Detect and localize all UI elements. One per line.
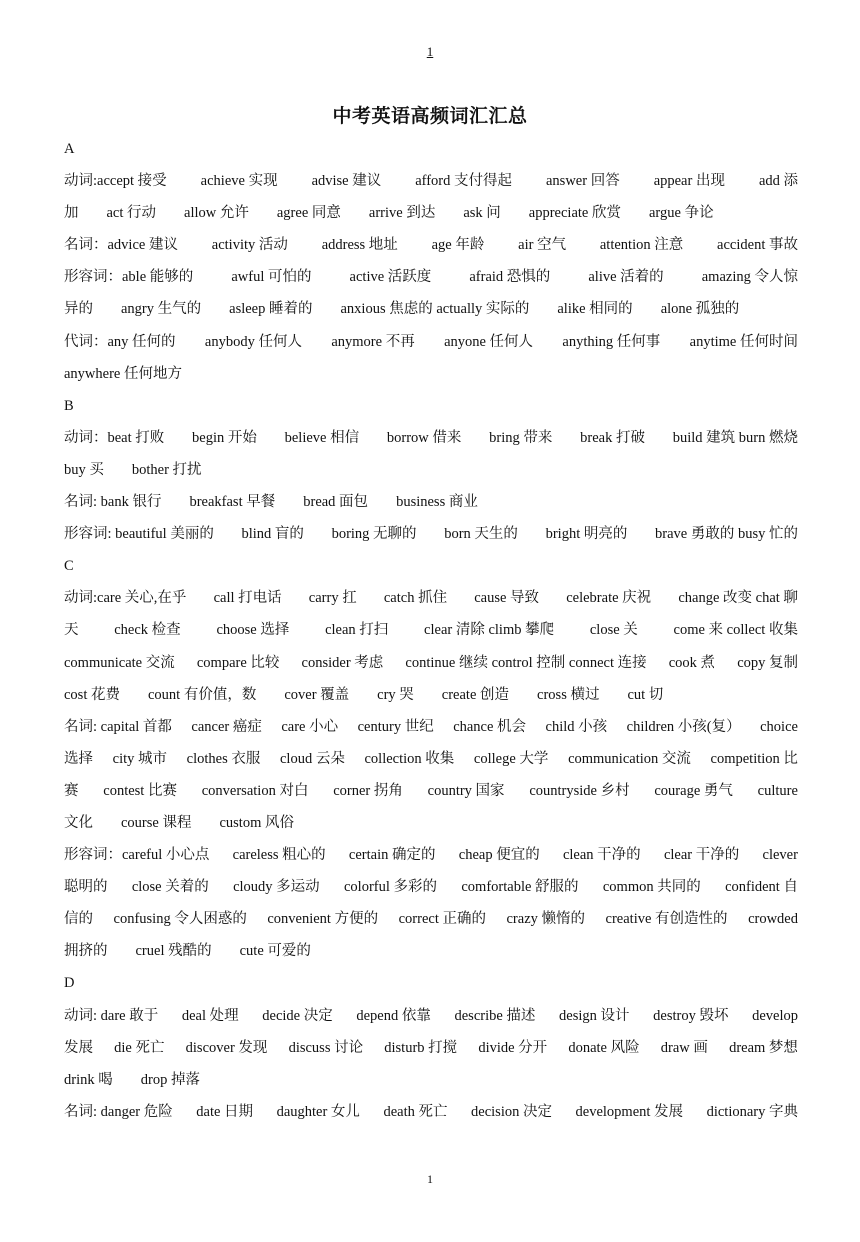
vocab-line bbox=[64, 1032, 798, 1064]
vocab-entry: close 关着的 bbox=[131, 879, 209, 896]
vocab-entry: alone 孤独的 bbox=[660, 301, 740, 318]
vocab-entry: creative 有创造性的 bbox=[605, 911, 728, 928]
vocab-entry: 聪明的 bbox=[64, 879, 108, 896]
vocab-entry: brave 勇敢的 busy 忙的 bbox=[655, 526, 798, 543]
vocab-line bbox=[64, 871, 798, 903]
vocab-entry: choose 选择 bbox=[216, 622, 290, 639]
vocab-entry: death 死亡 bbox=[383, 1103, 448, 1120]
vocab-entry: crazy 懒惰的 bbox=[506, 911, 586, 928]
vocab-entry: afford 支付得起 bbox=[415, 173, 513, 190]
vocab-line bbox=[64, 1000, 798, 1032]
vocab-line bbox=[64, 1096, 798, 1128]
vocab-entry: 动词:care 关心,在乎 bbox=[64, 590, 187, 607]
vocab-entry: 名词: danger 危险 bbox=[64, 1103, 173, 1120]
vocab-entry: cancer 癌症 bbox=[191, 718, 262, 735]
vocab-entry: argue 争论 bbox=[649, 205, 714, 222]
vocab-entry: activity 活动 bbox=[211, 237, 288, 254]
vocab-entry: 名词: bank 银行 bbox=[64, 494, 162, 511]
vocab-entry: daughter 女儿 bbox=[276, 1103, 360, 1120]
vocab-entry: appear 出现 bbox=[653, 173, 725, 190]
vocab-entry: breakfast 早餐 bbox=[189, 494, 276, 511]
vocab-entry: clear 干净的 bbox=[663, 847, 740, 864]
vocab-entry: check 检查 bbox=[114, 622, 181, 639]
vocab-line bbox=[64, 1064, 798, 1096]
vocab-line bbox=[64, 903, 798, 935]
vocab-entry: cry 哭 bbox=[377, 686, 414, 703]
vocab-entry: answer 回答 bbox=[546, 173, 620, 190]
vocab-entry: 赛 bbox=[64, 782, 79, 799]
vocab-entry: add 添 bbox=[758, 173, 798, 190]
vocab-entry: culture bbox=[757, 782, 798, 799]
vocab-entry: 名词: capital 首都 bbox=[64, 718, 172, 735]
vocab-entry: 动词:accept 接受 bbox=[64, 173, 167, 190]
vocab-entry: chance 机会 bbox=[453, 718, 527, 735]
vocab-entry: ask 问 bbox=[463, 205, 501, 222]
vocab-line bbox=[64, 293, 798, 325]
vocab-entry: discover 发现 bbox=[185, 1039, 268, 1056]
vocab-entry: confusing 令人困惑的 bbox=[113, 911, 247, 928]
vocab-entry: accident 事故 bbox=[717, 237, 798, 254]
vocab-entry: child 小孩 bbox=[545, 718, 608, 735]
vocab-entry: course 课程 bbox=[121, 814, 192, 831]
vocab-entry: allow 允许 bbox=[184, 205, 249, 222]
vocab-entry: address 地址 bbox=[321, 237, 398, 254]
vocab-entry: advise 建议 bbox=[311, 173, 382, 190]
vocab-line bbox=[64, 422, 798, 454]
vocab-entry: divide 分开 bbox=[478, 1039, 548, 1056]
vocab-entry: appreciate 欣赏 bbox=[528, 205, 621, 222]
vocab-entry: correct 正确的 bbox=[398, 911, 486, 928]
vocab-entry: 代词：any 任何的 bbox=[64, 333, 176, 350]
vocab-entry: alive 活着的 bbox=[588, 269, 664, 286]
vocab-entry: 拥挤的 bbox=[64, 943, 108, 960]
vocab-entry: cute 可爱的 bbox=[239, 943, 311, 960]
vocabulary-list bbox=[64, 133, 798, 1128]
vocab-entry: build 建筑 burn 燃烧 bbox=[672, 429, 798, 446]
vocab-entry: design 设计 bbox=[559, 1007, 630, 1024]
vocab-entry: consider 考虑 bbox=[301, 654, 384, 671]
vocab-entry: children 小孩(复） bbox=[626, 718, 741, 735]
section-letter bbox=[64, 390, 798, 422]
vocab-entry: blind 盲的 bbox=[241, 526, 304, 543]
vocab-entry: city 城市 bbox=[112, 750, 168, 767]
vocab-entry: catch 抓住 bbox=[383, 590, 448, 607]
vocab-entry: choice bbox=[760, 718, 798, 735]
vocab-entry: age 年龄 bbox=[431, 237, 485, 254]
vocab-entry: close 关 bbox=[589, 622, 638, 639]
vocab-entry: die 死亡 bbox=[114, 1039, 165, 1056]
vocab-entry: afraid 恐惧的 bbox=[469, 269, 551, 286]
vocab-entry: colorful 多彩的 bbox=[344, 879, 438, 896]
vocab-entry: 名词：advice 建议 bbox=[64, 237, 178, 254]
vocab-entry: amazing 令人惊 bbox=[701, 269, 798, 286]
vocab-entry: draw 画 bbox=[660, 1039, 708, 1056]
vocab-entry: decision 决定 bbox=[471, 1103, 552, 1120]
vocab-entry: anytime 任何时间 bbox=[689, 333, 798, 350]
vocab-line bbox=[64, 518, 798, 550]
vocab-entry: conversation 对白 bbox=[201, 782, 309, 799]
vocab-entry: asleep 睡着的 bbox=[229, 301, 313, 318]
vocab-entry: 形容词: beautiful 美丽的 bbox=[64, 526, 214, 543]
vocab-line bbox=[64, 165, 798, 197]
vocab-entry: agree 同意 bbox=[276, 205, 341, 222]
vocab-entry: copy 复制 bbox=[737, 654, 798, 671]
vocab-entry: cut 切 bbox=[627, 686, 664, 703]
vocab-entry: clean 打扫 bbox=[325, 622, 389, 639]
vocab-entry: bright 明亮的 bbox=[545, 526, 628, 543]
vocab-entry: comfortable 舒服的 bbox=[461, 879, 579, 896]
section-letter-text: A bbox=[64, 141, 75, 157]
vocab-entry: borrow 借来 bbox=[386, 429, 462, 446]
vocab-entry: drink 喝 bbox=[64, 1071, 113, 1088]
vocab-entry: begin 开始 bbox=[192, 429, 257, 446]
vocab-entry: anything 任何事 bbox=[562, 333, 661, 350]
vocab-entry: contest 比赛 bbox=[103, 782, 177, 799]
vocab-line bbox=[64, 261, 798, 293]
vocab-line bbox=[64, 935, 798, 967]
vocab-entry: country 国家 bbox=[427, 782, 505, 799]
section-letter bbox=[64, 967, 798, 999]
vocab-entry: collection 收集 bbox=[364, 750, 455, 767]
vocab-entry: describe 描述 bbox=[454, 1007, 536, 1024]
vocab-entry: compare 比较 bbox=[196, 654, 280, 671]
vocab-entry: clean 干净的 bbox=[562, 847, 641, 864]
vocab-entry: dictionary 字典 bbox=[706, 1103, 798, 1120]
vocab-entry: awful 可怕的 bbox=[231, 269, 312, 286]
vocab-entry: drop 掉落 bbox=[140, 1071, 200, 1088]
vocab-line bbox=[64, 647, 798, 679]
vocab-entry: communication 交流 bbox=[568, 750, 691, 767]
vocab-entry: crowded bbox=[748, 911, 798, 928]
vocab-entry: achieve 实现 bbox=[200, 173, 278, 190]
vocab-entry: 天 bbox=[64, 622, 79, 639]
vocab-entry: cruel 残酷的 bbox=[135, 943, 212, 960]
vocab-entry: create 创造 bbox=[441, 686, 510, 703]
vocab-entry: date 日期 bbox=[196, 1103, 254, 1120]
vocab-entry: donate 风险 bbox=[568, 1039, 640, 1056]
vocab-line bbox=[64, 486, 798, 518]
vocab-entry: angry 生气的 bbox=[121, 301, 202, 318]
vocab-entry: disturb 打搅 bbox=[384, 1039, 458, 1056]
vocab-line bbox=[64, 229, 798, 261]
page-title: 中考英语高频词汇汇总 bbox=[332, 106, 528, 127]
vocab-entry: competition 比 bbox=[710, 750, 798, 767]
vocab-entry: college 大学 bbox=[473, 750, 549, 767]
vocab-line bbox=[64, 326, 798, 358]
vocab-entry: develop bbox=[752, 1007, 798, 1024]
vocab-entry: anybody 任何人 bbox=[204, 333, 302, 350]
vocab-entry: active 活跃度 bbox=[349, 269, 432, 286]
vocab-entry: 动词: dare 敢于 bbox=[64, 1007, 159, 1024]
vocab-entry: development 发展 bbox=[575, 1103, 684, 1120]
vocab-entry: anywhere 任何地方 bbox=[64, 365, 182, 382]
vocab-entry: continue 继续 control 控制 connect 连接 bbox=[405, 654, 647, 671]
vocab-entry: 异的 bbox=[64, 301, 93, 318]
vocab-entry: common 共同的 bbox=[602, 879, 701, 896]
vocab-line bbox=[64, 614, 798, 646]
vocab-entry: communicate 交流 bbox=[64, 654, 175, 671]
vocab-entry: depend 依靠 bbox=[356, 1007, 431, 1024]
vocab-entry: clever bbox=[762, 847, 798, 864]
vocab-entry: cross 横过 bbox=[537, 686, 600, 703]
vocab-entry: carry 扛 bbox=[308, 590, 357, 607]
vocab-line bbox=[64, 679, 798, 711]
section-letter-text: D bbox=[64, 975, 75, 992]
section-letter-text: C bbox=[64, 558, 74, 575]
vocab-entry: dream 梦想 bbox=[729, 1039, 798, 1056]
page-number-top: 1 bbox=[426, 44, 434, 59]
vocab-entry: clothes 衣服 bbox=[186, 750, 261, 767]
vocab-entry: act 行动 bbox=[106, 205, 157, 222]
vocab-entry: bring 带来 bbox=[489, 429, 553, 446]
vocab-entry: careless 粗心的 bbox=[232, 847, 326, 864]
vocab-entry: deal 处理 bbox=[181, 1007, 239, 1024]
vocab-line bbox=[64, 358, 798, 390]
vocab-entry: bread 面包 bbox=[303, 494, 369, 511]
section-letter-text: B bbox=[64, 397, 74, 414]
vocab-entry: cloudy 多运动 bbox=[233, 879, 320, 896]
vocab-entry: 动词：beat 打败 bbox=[64, 429, 165, 446]
vocab-entry: 信的 bbox=[64, 911, 93, 928]
vocab-entry: call 打电话 bbox=[213, 590, 282, 607]
vocab-entry: cheap 便宜的 bbox=[458, 847, 540, 864]
page-number-bottom: 1 bbox=[427, 1172, 433, 1186]
vocab-entry: buy 买 bbox=[64, 461, 104, 478]
vocab-entry: cloud 云朵 bbox=[280, 750, 345, 767]
vocab-line bbox=[64, 711, 798, 743]
vocab-entry: count 有价值，数 bbox=[147, 686, 257, 703]
vocab-entry: decide 决定 bbox=[262, 1007, 333, 1024]
vocab-line bbox=[64, 197, 798, 229]
vocab-entry: business 商业 bbox=[396, 494, 478, 511]
vocab-entry: come 来 collect 收集 bbox=[673, 622, 798, 639]
vocab-entry: born 天生的 bbox=[444, 526, 518, 543]
vocab-entry: certain 确定的 bbox=[348, 847, 436, 864]
vocab-entry: discuss 讨论 bbox=[288, 1039, 364, 1056]
vocab-line bbox=[64, 807, 798, 839]
vocab-entry: 形容词：able 能够的 bbox=[64, 269, 194, 286]
vocab-entry: 发展 bbox=[64, 1039, 93, 1056]
vocab-entry: break 打破 bbox=[580, 429, 645, 446]
vocab-entry: 文化 bbox=[64, 814, 93, 831]
vocab-line bbox=[64, 775, 798, 807]
vocab-entry: custom 风俗 bbox=[219, 814, 294, 831]
vocab-entry: cook 煮 bbox=[668, 654, 716, 671]
vocab-entry: convenient 方便的 bbox=[267, 911, 379, 928]
vocab-entry: anxious 焦虑的 actually 实际的 bbox=[340, 301, 530, 318]
vocab-entry: cost 花费 bbox=[64, 686, 120, 703]
vocab-entry: century 世纪 bbox=[357, 718, 434, 735]
vocab-entry: 选择 bbox=[64, 750, 93, 767]
vocab-line bbox=[64, 839, 798, 871]
vocab-entry: destroy 毁坏 bbox=[653, 1007, 729, 1024]
vocab-line bbox=[64, 454, 798, 486]
vocab-line bbox=[64, 582, 798, 614]
vocab-entry: attention 注意 bbox=[599, 237, 684, 254]
vocab-entry: boring 无聊的 bbox=[331, 526, 417, 543]
vocab-entry: care 小心 bbox=[281, 718, 339, 735]
vocab-entry: air 空气 bbox=[518, 237, 567, 254]
section-letter bbox=[64, 133, 798, 165]
vocab-entry: courage 勇气 bbox=[654, 782, 733, 799]
vocab-entry: corner 拐角 bbox=[333, 782, 403, 799]
vocab-entry: celebrate 庆祝 bbox=[566, 590, 652, 607]
vocab-entry: believe 相信 bbox=[284, 429, 360, 446]
vocab-entry: anymore 不再 bbox=[331, 333, 415, 350]
vocab-entry: 加 bbox=[64, 205, 79, 222]
vocab-entry: bother 打扰 bbox=[131, 461, 202, 478]
vocab-entry: clear 清除 climb 攀爬 bbox=[424, 622, 555, 639]
vocab-entry: change 改变 chat 聊 bbox=[678, 590, 798, 607]
section-letter bbox=[64, 550, 798, 582]
vocab-entry: alike 相同的 bbox=[557, 301, 633, 318]
vocab-line bbox=[64, 743, 798, 775]
vocab-entry: confident 自 bbox=[725, 879, 798, 896]
vocab-entry: cause 导致 bbox=[474, 590, 540, 607]
vocab-entry: arrive 到达 bbox=[368, 205, 436, 222]
vocab-entry: 形容词：careful 小心点 bbox=[64, 847, 210, 864]
vocab-entry: anyone 任何人 bbox=[444, 333, 534, 350]
vocab-entry: cover 覆盖 bbox=[284, 686, 350, 703]
vocab-entry: countryside 乡村 bbox=[529, 782, 630, 799]
